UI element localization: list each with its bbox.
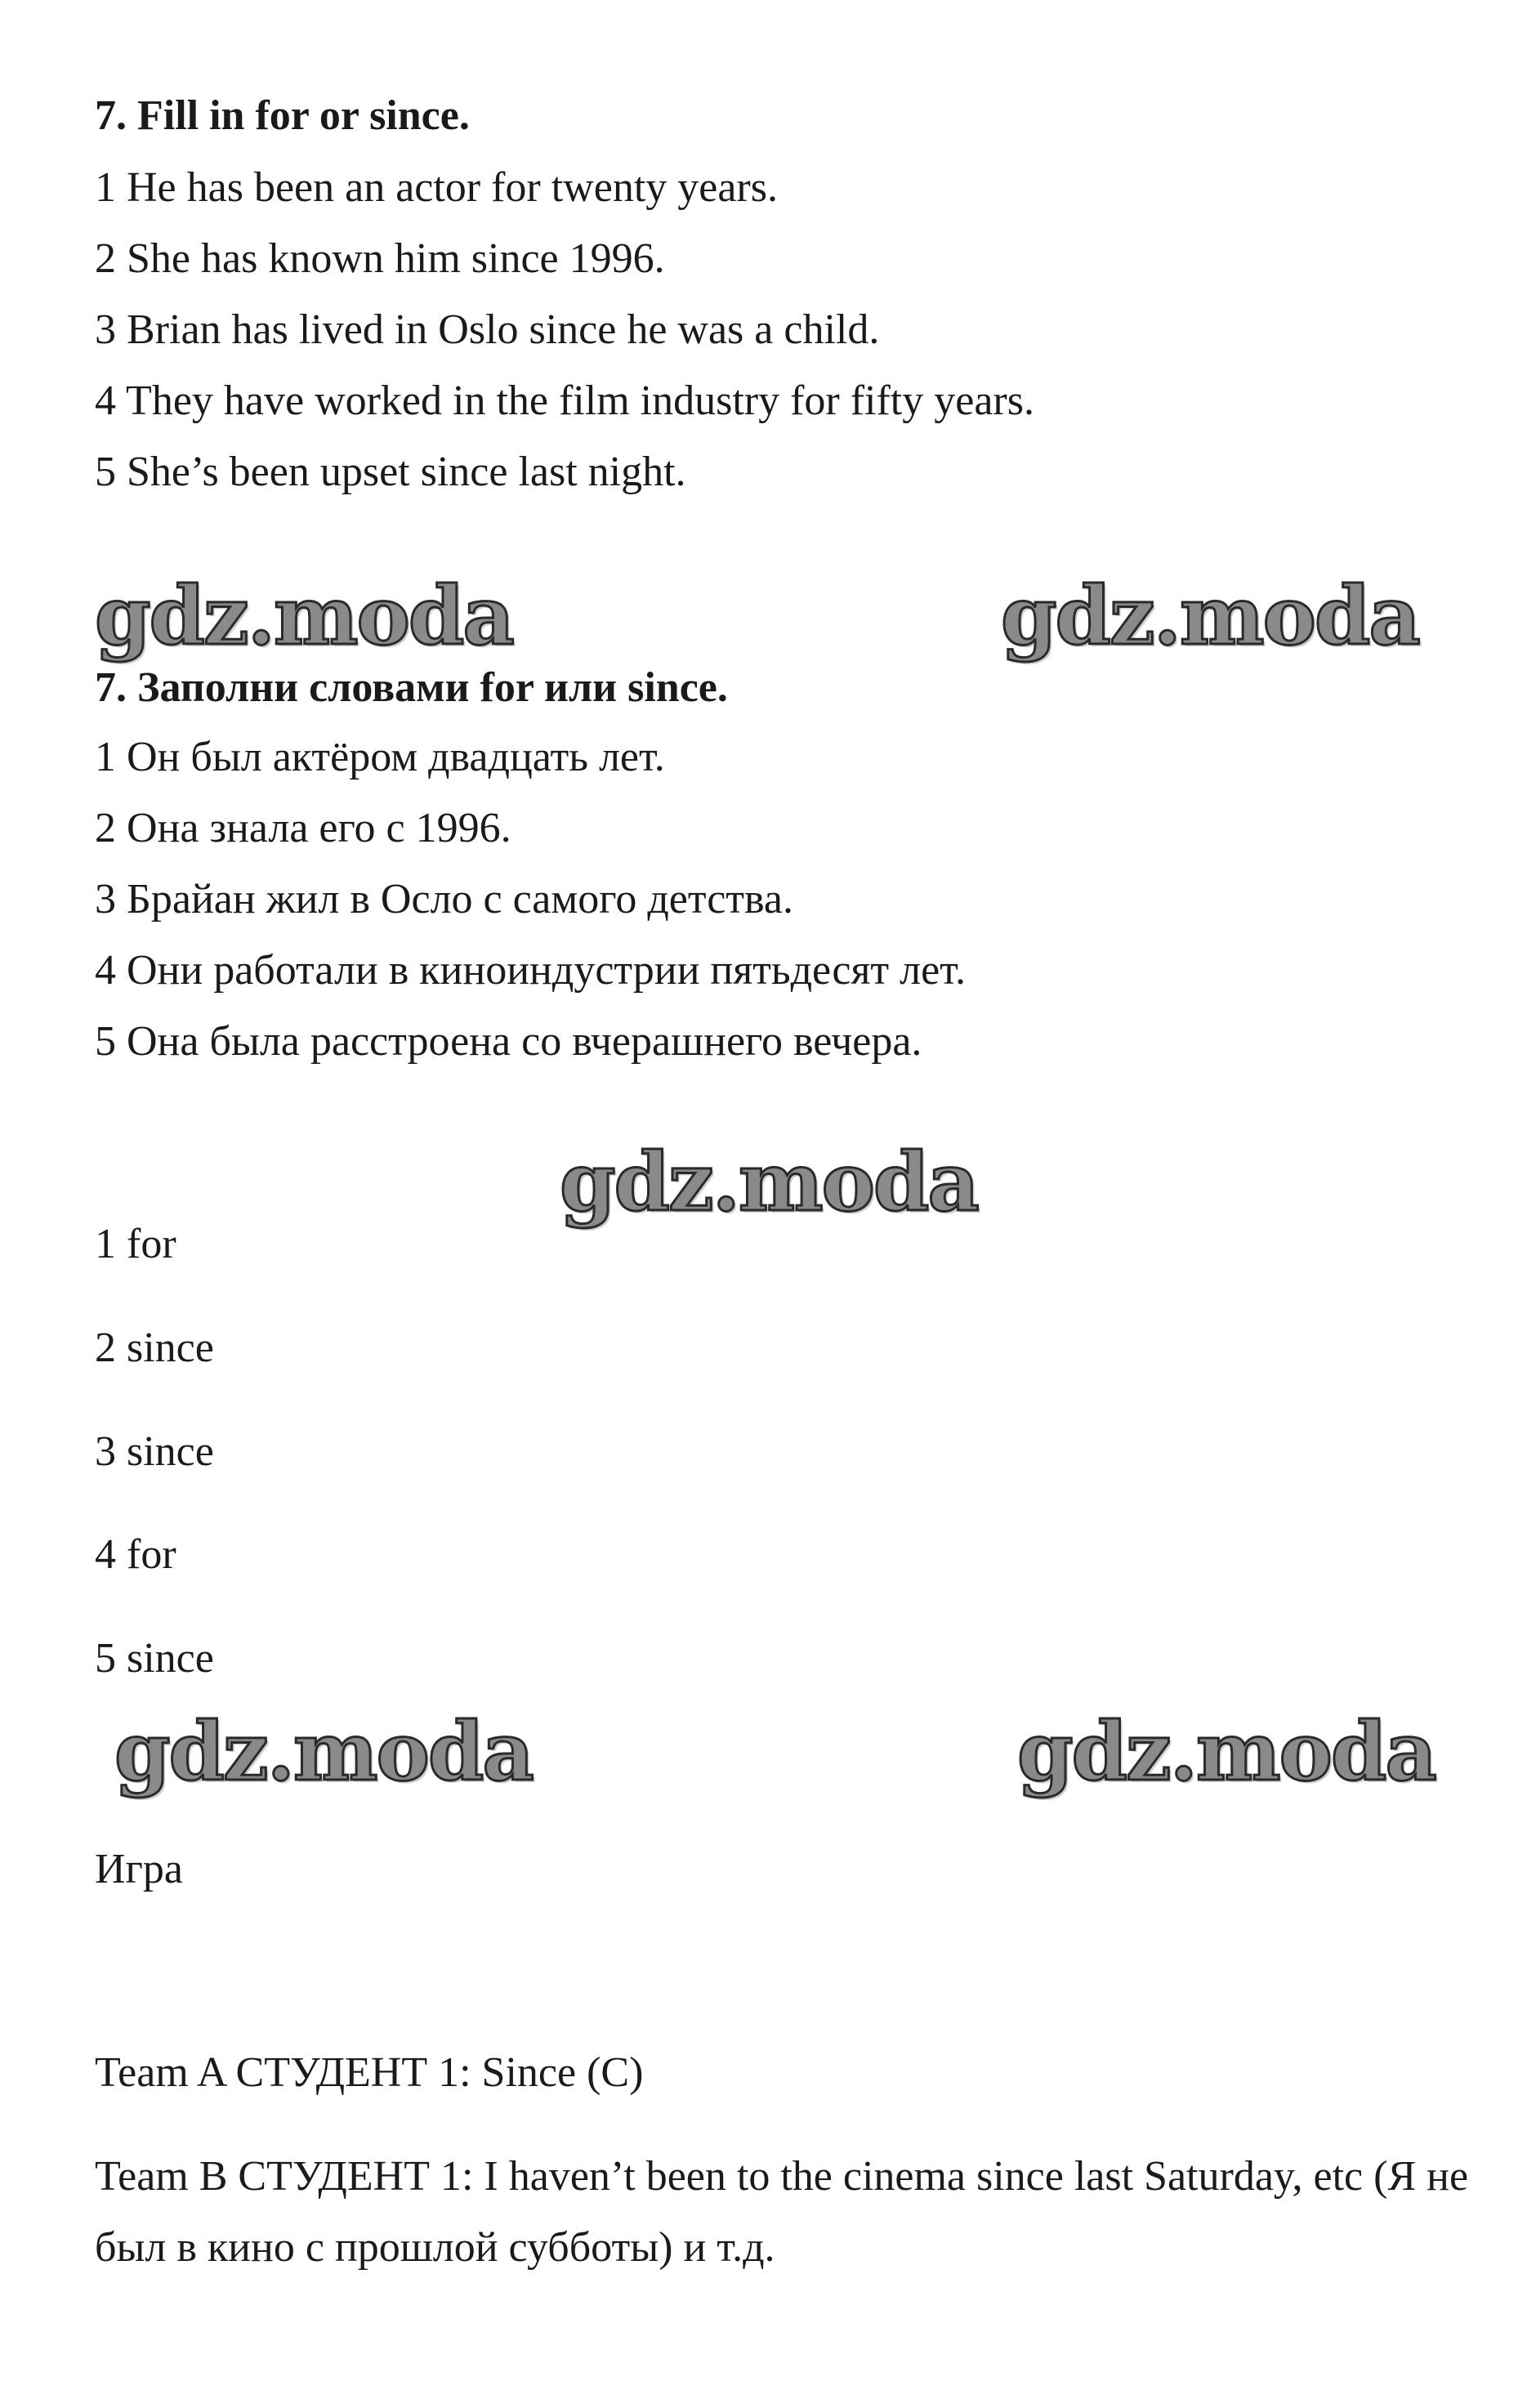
sentence-ru-1: 1 Он был актёром двадцать лет. bbox=[95, 734, 665, 780]
exercise-heading-en: 7. Fill in for or since. bbox=[95, 92, 470, 139]
sentence-en-1: 1 He has been an actor for twenty years. bbox=[95, 164, 778, 211]
watermark: gdz.moda bbox=[95, 570, 513, 663]
sentence-ru-4: 4 Они работали в киноиндустрии пятьдесят лет. bbox=[95, 947, 966, 994]
sentence-ru-2: 2 Она знала его с 1996. bbox=[95, 805, 511, 851]
watermark: gdz.moda bbox=[560, 1136, 978, 1230]
watermark: gdz.moda bbox=[114, 1705, 533, 1799]
sentence-en-5: 5 She’s been upset since last night. bbox=[95, 449, 686, 495]
exercise-heading-ru: 7. Заполни словами for или since. bbox=[95, 664, 728, 711]
answer-4: 4 for bbox=[95, 1531, 176, 1578]
answer-5: 5 since bbox=[95, 1635, 214, 1682]
sentence-en-2: 2 She has known him since 1996. bbox=[95, 235, 665, 282]
watermark: gdz.moda bbox=[1017, 1705, 1436, 1799]
team-b-line: Team B СТУДЕНТ 1: I haven’t been to the cinema since last Saturday, etc (Я не был в кино с прошлой субботы) и т.д. bbox=[95, 2153, 1469, 2271]
sentence-en-3: 3 Brian has lived in Oslo since he was a child. bbox=[95, 306, 880, 353]
sentence-en-4: 4 They have worked in the film industry for fifty years. bbox=[95, 378, 1034, 424]
sentence-ru-3: 3 Брайан жил в Осло с самого детства. bbox=[95, 876, 793, 923]
answer-2: 2 since bbox=[95, 1325, 214, 1371]
answer-1: 1 for bbox=[95, 1221, 176, 1267]
game-title: Игра bbox=[95, 1846, 183, 1892]
team-a-line: Team A СТУДЕНТ 1: Since (С) bbox=[95, 2049, 644, 2096]
answer-3: 3 since bbox=[95, 1428, 214, 1475]
watermark: gdz.moda bbox=[1001, 570, 1419, 663]
sentence-ru-5: 5 Она была расстроена со вчерашнего вечера. bbox=[95, 1018, 922, 1065]
